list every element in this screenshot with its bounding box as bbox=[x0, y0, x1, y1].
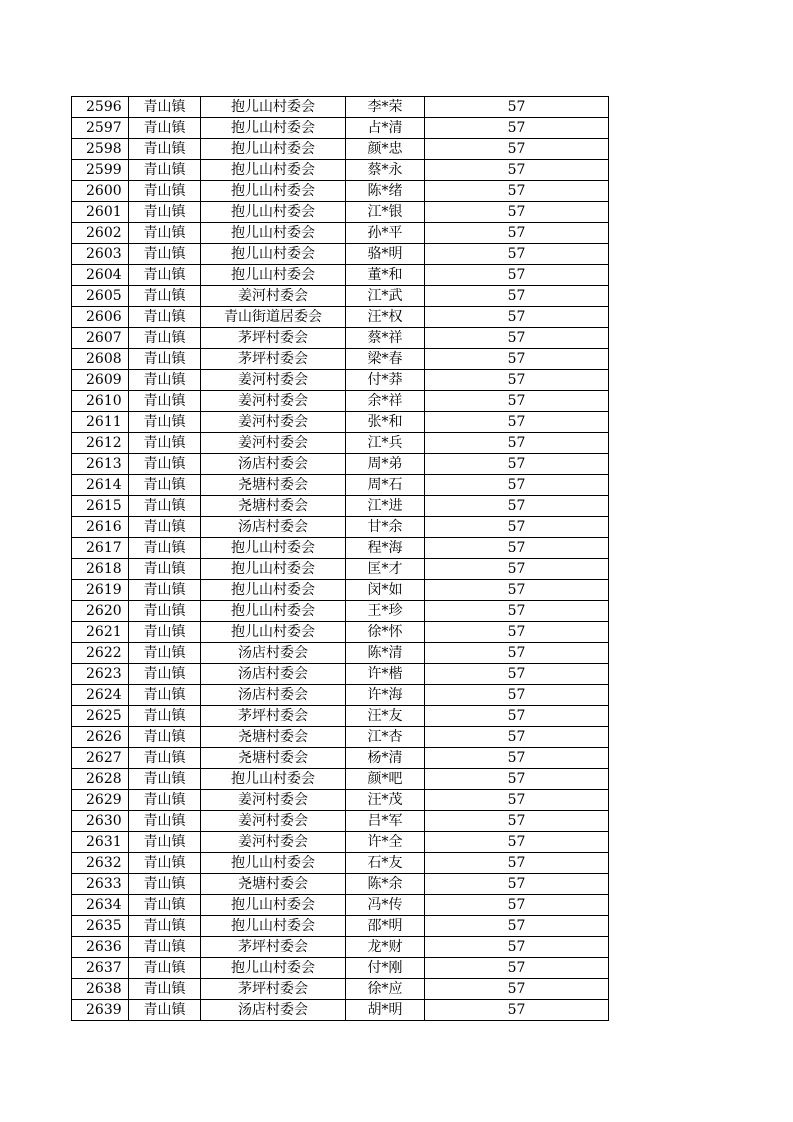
cell-name: 汪*权 bbox=[346, 307, 425, 328]
table-row bbox=[72, 433, 609, 454]
table-row bbox=[72, 580, 609, 601]
cell-name: 付*刚 bbox=[346, 958, 425, 979]
cell-amount: 57 bbox=[425, 97, 609, 118]
table-row bbox=[72, 118, 609, 139]
cell-id: 2629 bbox=[72, 790, 129, 811]
cell-town: 青山镇 bbox=[129, 202, 201, 223]
cell-town: 青山镇 bbox=[129, 622, 201, 643]
cell-amount: 57 bbox=[425, 622, 609, 643]
cell-amount: 57 bbox=[425, 958, 609, 979]
cell-id: 2614 bbox=[72, 475, 129, 496]
cell-amount: 57 bbox=[425, 307, 609, 328]
cell-amount: 57 bbox=[425, 391, 609, 412]
cell-town: 青山镇 bbox=[129, 727, 201, 748]
cell-id: 2628 bbox=[72, 769, 129, 790]
table-row bbox=[72, 916, 609, 937]
cell-village: 抱儿山村委会 bbox=[201, 223, 346, 244]
cell-name: 江*进 bbox=[346, 496, 425, 517]
cell-id: 2596 bbox=[72, 97, 129, 118]
cell-id: 2612 bbox=[72, 433, 129, 454]
cell-village: 尧塘村委会 bbox=[201, 727, 346, 748]
cell-amount: 57 bbox=[425, 874, 609, 895]
table-row bbox=[72, 685, 609, 706]
cell-name: 张*和 bbox=[346, 412, 425, 433]
cell-name: 邵*明 bbox=[346, 916, 425, 937]
cell-name: 蔡*祥 bbox=[346, 328, 425, 349]
table-row bbox=[72, 475, 609, 496]
cell-name: 汪*友 bbox=[346, 706, 425, 727]
cell-village: 抱儿山村委会 bbox=[201, 601, 346, 622]
cell-id: 2597 bbox=[72, 118, 129, 139]
cell-id: 2616 bbox=[72, 517, 129, 538]
cell-town: 青山镇 bbox=[129, 643, 201, 664]
cell-id: 2610 bbox=[72, 391, 129, 412]
cell-name: 余*祥 bbox=[346, 391, 425, 412]
cell-town: 青山镇 bbox=[129, 580, 201, 601]
table-row bbox=[72, 391, 609, 412]
cell-amount: 57 bbox=[425, 538, 609, 559]
cell-id: 2618 bbox=[72, 559, 129, 580]
cell-town: 青山镇 bbox=[129, 538, 201, 559]
cell-amount: 57 bbox=[425, 265, 609, 286]
cell-name: 陈*清 bbox=[346, 643, 425, 664]
cell-id: 2613 bbox=[72, 454, 129, 475]
cell-amount: 57 bbox=[425, 181, 609, 202]
table-row bbox=[72, 370, 609, 391]
cell-village: 抱儿山村委会 bbox=[201, 769, 346, 790]
cell-amount: 57 bbox=[425, 328, 609, 349]
table-body bbox=[72, 97, 609, 1021]
table-row bbox=[72, 664, 609, 685]
cell-town: 青山镇 bbox=[129, 181, 201, 202]
table-row bbox=[72, 517, 609, 538]
table-row bbox=[72, 202, 609, 223]
cell-town: 青山镇 bbox=[129, 139, 201, 160]
cell-id: 2635 bbox=[72, 916, 129, 937]
cell-name: 许*全 bbox=[346, 832, 425, 853]
cell-id: 2639 bbox=[72, 1000, 129, 1021]
cell-village: 茅坪村委会 bbox=[201, 328, 346, 349]
cell-id: 2603 bbox=[72, 244, 129, 265]
cell-amount: 57 bbox=[425, 475, 609, 496]
cell-id: 2624 bbox=[72, 685, 129, 706]
cell-id: 2631 bbox=[72, 832, 129, 853]
cell-amount: 57 bbox=[425, 832, 609, 853]
cell-id: 2637 bbox=[72, 958, 129, 979]
cell-village: 茅坪村委会 bbox=[201, 979, 346, 1000]
table-row bbox=[72, 727, 609, 748]
cell-name: 王*珍 bbox=[346, 601, 425, 622]
table-row bbox=[72, 265, 609, 286]
cell-amount: 57 bbox=[425, 244, 609, 265]
cell-id: 2619 bbox=[72, 580, 129, 601]
cell-village: 汤店村委会 bbox=[201, 685, 346, 706]
cell-amount: 57 bbox=[425, 160, 609, 181]
cell-village: 姜河村委会 bbox=[201, 412, 346, 433]
cell-name: 匡*才 bbox=[346, 559, 425, 580]
table-row bbox=[72, 832, 609, 853]
cell-id: 2636 bbox=[72, 937, 129, 958]
cell-name: 冯*传 bbox=[346, 895, 425, 916]
cell-village: 姜河村委会 bbox=[201, 391, 346, 412]
cell-village: 抱儿山村委会 bbox=[201, 853, 346, 874]
cell-town: 青山镇 bbox=[129, 307, 201, 328]
cell-id: 2626 bbox=[72, 727, 129, 748]
cell-name: 李*荣 bbox=[346, 97, 425, 118]
cell-name: 陈*余 bbox=[346, 874, 425, 895]
cell-name: 占*清 bbox=[346, 118, 425, 139]
cell-village: 抱儿山村委会 bbox=[201, 181, 346, 202]
cell-village: 抱儿山村委会 bbox=[201, 538, 346, 559]
cell-id: 2602 bbox=[72, 223, 129, 244]
cell-name: 董*和 bbox=[346, 265, 425, 286]
cell-village: 抱儿山村委会 bbox=[201, 244, 346, 265]
cell-name: 石*友 bbox=[346, 853, 425, 874]
cell-id: 2607 bbox=[72, 328, 129, 349]
table-row bbox=[72, 328, 609, 349]
cell-amount: 57 bbox=[425, 496, 609, 517]
cell-name: 吕*军 bbox=[346, 811, 425, 832]
cell-town: 青山镇 bbox=[129, 559, 201, 580]
table-row bbox=[72, 748, 609, 769]
table-row bbox=[72, 895, 609, 916]
cell-town: 青山镇 bbox=[129, 874, 201, 895]
cell-id: 2600 bbox=[72, 181, 129, 202]
cell-village: 茅坪村委会 bbox=[201, 706, 346, 727]
cell-town: 青山镇 bbox=[129, 97, 201, 118]
cell-village: 抱儿山村委会 bbox=[201, 118, 346, 139]
cell-village: 姜河村委会 bbox=[201, 811, 346, 832]
cell-village: 抱儿山村委会 bbox=[201, 895, 346, 916]
cell-name: 梁*春 bbox=[346, 349, 425, 370]
cell-name: 江*银 bbox=[346, 202, 425, 223]
cell-amount: 57 bbox=[425, 412, 609, 433]
cell-village: 汤店村委会 bbox=[201, 1000, 346, 1021]
cell-amount: 57 bbox=[425, 643, 609, 664]
table-row bbox=[72, 853, 609, 874]
cell-amount: 57 bbox=[425, 853, 609, 874]
cell-amount: 57 bbox=[425, 727, 609, 748]
cell-village: 抱儿山村委会 bbox=[201, 916, 346, 937]
table-row bbox=[72, 937, 609, 958]
cell-name: 龙*财 bbox=[346, 937, 425, 958]
cell-name: 陈*绪 bbox=[346, 181, 425, 202]
cell-town: 青山镇 bbox=[129, 601, 201, 622]
cell-town: 青山镇 bbox=[129, 412, 201, 433]
cell-town: 青山镇 bbox=[129, 853, 201, 874]
cell-town: 青山镇 bbox=[129, 937, 201, 958]
cell-town: 青山镇 bbox=[129, 286, 201, 307]
cell-village: 抱儿山村委会 bbox=[201, 97, 346, 118]
table-row bbox=[72, 244, 609, 265]
cell-town: 青山镇 bbox=[129, 748, 201, 769]
table-row bbox=[72, 160, 609, 181]
table-row bbox=[72, 97, 609, 118]
cell-village: 姜河村委会 bbox=[201, 433, 346, 454]
cell-name: 江*杏 bbox=[346, 727, 425, 748]
cell-village: 姜河村委会 bbox=[201, 370, 346, 391]
cell-id: 2605 bbox=[72, 286, 129, 307]
cell-name: 闵*如 bbox=[346, 580, 425, 601]
cell-amount: 57 bbox=[425, 685, 609, 706]
cell-village: 青山街道居委会 bbox=[201, 307, 346, 328]
cell-id: 2633 bbox=[72, 874, 129, 895]
cell-village: 抱儿山村委会 bbox=[201, 202, 346, 223]
cell-amount: 57 bbox=[425, 580, 609, 601]
cell-name: 汪*茂 bbox=[346, 790, 425, 811]
table-row bbox=[72, 874, 609, 895]
table-row bbox=[72, 538, 609, 559]
cell-town: 青山镇 bbox=[129, 391, 201, 412]
subsidy-table bbox=[71, 96, 609, 1021]
cell-amount: 57 bbox=[425, 811, 609, 832]
cell-id: 2638 bbox=[72, 979, 129, 1000]
cell-name: 胡*明 bbox=[346, 1000, 425, 1021]
cell-name: 徐*怀 bbox=[346, 622, 425, 643]
cell-town: 青山镇 bbox=[129, 685, 201, 706]
cell-town: 青山镇 bbox=[129, 160, 201, 181]
cell-id: 2625 bbox=[72, 706, 129, 727]
cell-name: 颜*吧 bbox=[346, 769, 425, 790]
cell-amount: 57 bbox=[425, 979, 609, 1000]
cell-town: 青山镇 bbox=[129, 916, 201, 937]
cell-town: 青山镇 bbox=[129, 454, 201, 475]
cell-id: 2630 bbox=[72, 811, 129, 832]
cell-village: 茅坪村委会 bbox=[201, 349, 346, 370]
cell-id: 2634 bbox=[72, 895, 129, 916]
cell-amount: 57 bbox=[425, 601, 609, 622]
cell-amount: 57 bbox=[425, 370, 609, 391]
cell-name: 许*海 bbox=[346, 685, 425, 706]
cell-amount: 57 bbox=[425, 664, 609, 685]
table-row bbox=[72, 790, 609, 811]
cell-village: 姜河村委会 bbox=[201, 790, 346, 811]
cell-village: 姜河村委会 bbox=[201, 832, 346, 853]
cell-id: 2620 bbox=[72, 601, 129, 622]
cell-town: 青山镇 bbox=[129, 832, 201, 853]
table-row bbox=[72, 622, 609, 643]
cell-amount: 57 bbox=[425, 748, 609, 769]
cell-id: 2622 bbox=[72, 643, 129, 664]
cell-id: 2599 bbox=[72, 160, 129, 181]
cell-amount: 57 bbox=[425, 139, 609, 160]
cell-town: 青山镇 bbox=[129, 370, 201, 391]
cell-id: 2615 bbox=[72, 496, 129, 517]
table-row bbox=[72, 601, 609, 622]
cell-village: 抱儿山村委会 bbox=[201, 958, 346, 979]
cell-amount: 57 bbox=[425, 937, 609, 958]
cell-village: 汤店村委会 bbox=[201, 664, 346, 685]
cell-town: 青山镇 bbox=[129, 769, 201, 790]
cell-town: 青山镇 bbox=[129, 265, 201, 286]
table-row bbox=[72, 181, 609, 202]
cell-amount: 57 bbox=[425, 916, 609, 937]
cell-name: 江*兵 bbox=[346, 433, 425, 454]
cell-id: 2601 bbox=[72, 202, 129, 223]
cell-town: 青山镇 bbox=[129, 958, 201, 979]
cell-id: 2623 bbox=[72, 664, 129, 685]
cell-town: 青山镇 bbox=[129, 517, 201, 538]
cell-id: 2604 bbox=[72, 265, 129, 286]
cell-name: 程*海 bbox=[346, 538, 425, 559]
cell-town: 青山镇 bbox=[129, 811, 201, 832]
cell-town: 青山镇 bbox=[129, 244, 201, 265]
cell-amount: 57 bbox=[425, 454, 609, 475]
cell-town: 青山镇 bbox=[129, 433, 201, 454]
cell-village: 尧塘村委会 bbox=[201, 475, 346, 496]
cell-name: 蔡*永 bbox=[346, 160, 425, 181]
table-row bbox=[72, 307, 609, 328]
cell-amount: 57 bbox=[425, 202, 609, 223]
cell-id: 2608 bbox=[72, 349, 129, 370]
cell-village: 姜河村委会 bbox=[201, 286, 346, 307]
cell-village: 茅坪村委会 bbox=[201, 937, 346, 958]
cell-amount: 57 bbox=[425, 1000, 609, 1021]
table-row bbox=[72, 979, 609, 1000]
cell-amount: 57 bbox=[425, 349, 609, 370]
table-row bbox=[72, 454, 609, 475]
cell-name: 杨*清 bbox=[346, 748, 425, 769]
cell-town: 青山镇 bbox=[129, 496, 201, 517]
cell-village: 尧塘村委会 bbox=[201, 496, 346, 517]
cell-amount: 57 bbox=[425, 790, 609, 811]
cell-town: 青山镇 bbox=[129, 664, 201, 685]
cell-name: 骆*明 bbox=[346, 244, 425, 265]
cell-name: 周*石 bbox=[346, 475, 425, 496]
cell-name: 付*莽 bbox=[346, 370, 425, 391]
cell-name: 江*武 bbox=[346, 286, 425, 307]
cell-amount: 57 bbox=[425, 895, 609, 916]
cell-name: 孙*平 bbox=[346, 223, 425, 244]
cell-amount: 57 bbox=[425, 118, 609, 139]
table-row bbox=[72, 286, 609, 307]
cell-amount: 57 bbox=[425, 559, 609, 580]
cell-village: 汤店村委会 bbox=[201, 454, 346, 475]
cell-town: 青山镇 bbox=[129, 979, 201, 1000]
cell-id: 2611 bbox=[72, 412, 129, 433]
table-row bbox=[72, 496, 609, 517]
cell-town: 青山镇 bbox=[129, 475, 201, 496]
cell-name: 周*弟 bbox=[346, 454, 425, 475]
table-row bbox=[72, 811, 609, 832]
cell-village: 抱儿山村委会 bbox=[201, 265, 346, 286]
table-row bbox=[72, 958, 609, 979]
cell-amount: 57 bbox=[425, 706, 609, 727]
cell-village: 尧塘村委会 bbox=[201, 874, 346, 895]
cell-name: 甘*余 bbox=[346, 517, 425, 538]
cell-town: 青山镇 bbox=[129, 790, 201, 811]
cell-amount: 57 bbox=[425, 286, 609, 307]
table-row bbox=[72, 1000, 609, 1021]
table-row bbox=[72, 769, 609, 790]
cell-id: 2621 bbox=[72, 622, 129, 643]
table-row bbox=[72, 412, 609, 433]
cell-town: 青山镇 bbox=[129, 223, 201, 244]
cell-town: 青山镇 bbox=[129, 1000, 201, 1021]
table-row bbox=[72, 223, 609, 244]
cell-amount: 57 bbox=[425, 769, 609, 790]
cell-amount: 57 bbox=[425, 433, 609, 454]
table-row bbox=[72, 643, 609, 664]
cell-amount: 57 bbox=[425, 223, 609, 244]
cell-village: 汤店村委会 bbox=[201, 643, 346, 664]
cell-id: 2632 bbox=[72, 853, 129, 874]
cell-name: 许*楷 bbox=[346, 664, 425, 685]
cell-town: 青山镇 bbox=[129, 895, 201, 916]
cell-id: 2609 bbox=[72, 370, 129, 391]
cell-name: 徐*应 bbox=[346, 979, 425, 1000]
cell-town: 青山镇 bbox=[129, 706, 201, 727]
cell-village: 尧塘村委会 bbox=[201, 748, 346, 769]
table-row bbox=[72, 349, 609, 370]
cell-village: 抱儿山村委会 bbox=[201, 160, 346, 181]
cell-id: 2627 bbox=[72, 748, 129, 769]
cell-amount: 57 bbox=[425, 517, 609, 538]
cell-village: 抱儿山村委会 bbox=[201, 580, 346, 601]
cell-town: 青山镇 bbox=[129, 328, 201, 349]
table-row bbox=[72, 559, 609, 580]
cell-name: 颜*忠 bbox=[346, 139, 425, 160]
cell-id: 2617 bbox=[72, 538, 129, 559]
table-row bbox=[72, 706, 609, 727]
cell-id: 2606 bbox=[72, 307, 129, 328]
cell-town: 青山镇 bbox=[129, 118, 201, 139]
cell-town: 青山镇 bbox=[129, 349, 201, 370]
cell-id: 2598 bbox=[72, 139, 129, 160]
table-row bbox=[72, 139, 609, 160]
cell-village: 抱儿山村委会 bbox=[201, 622, 346, 643]
cell-village: 汤店村委会 bbox=[201, 517, 346, 538]
cell-village: 抱儿山村委会 bbox=[201, 139, 346, 160]
cell-village: 抱儿山村委会 bbox=[201, 559, 346, 580]
